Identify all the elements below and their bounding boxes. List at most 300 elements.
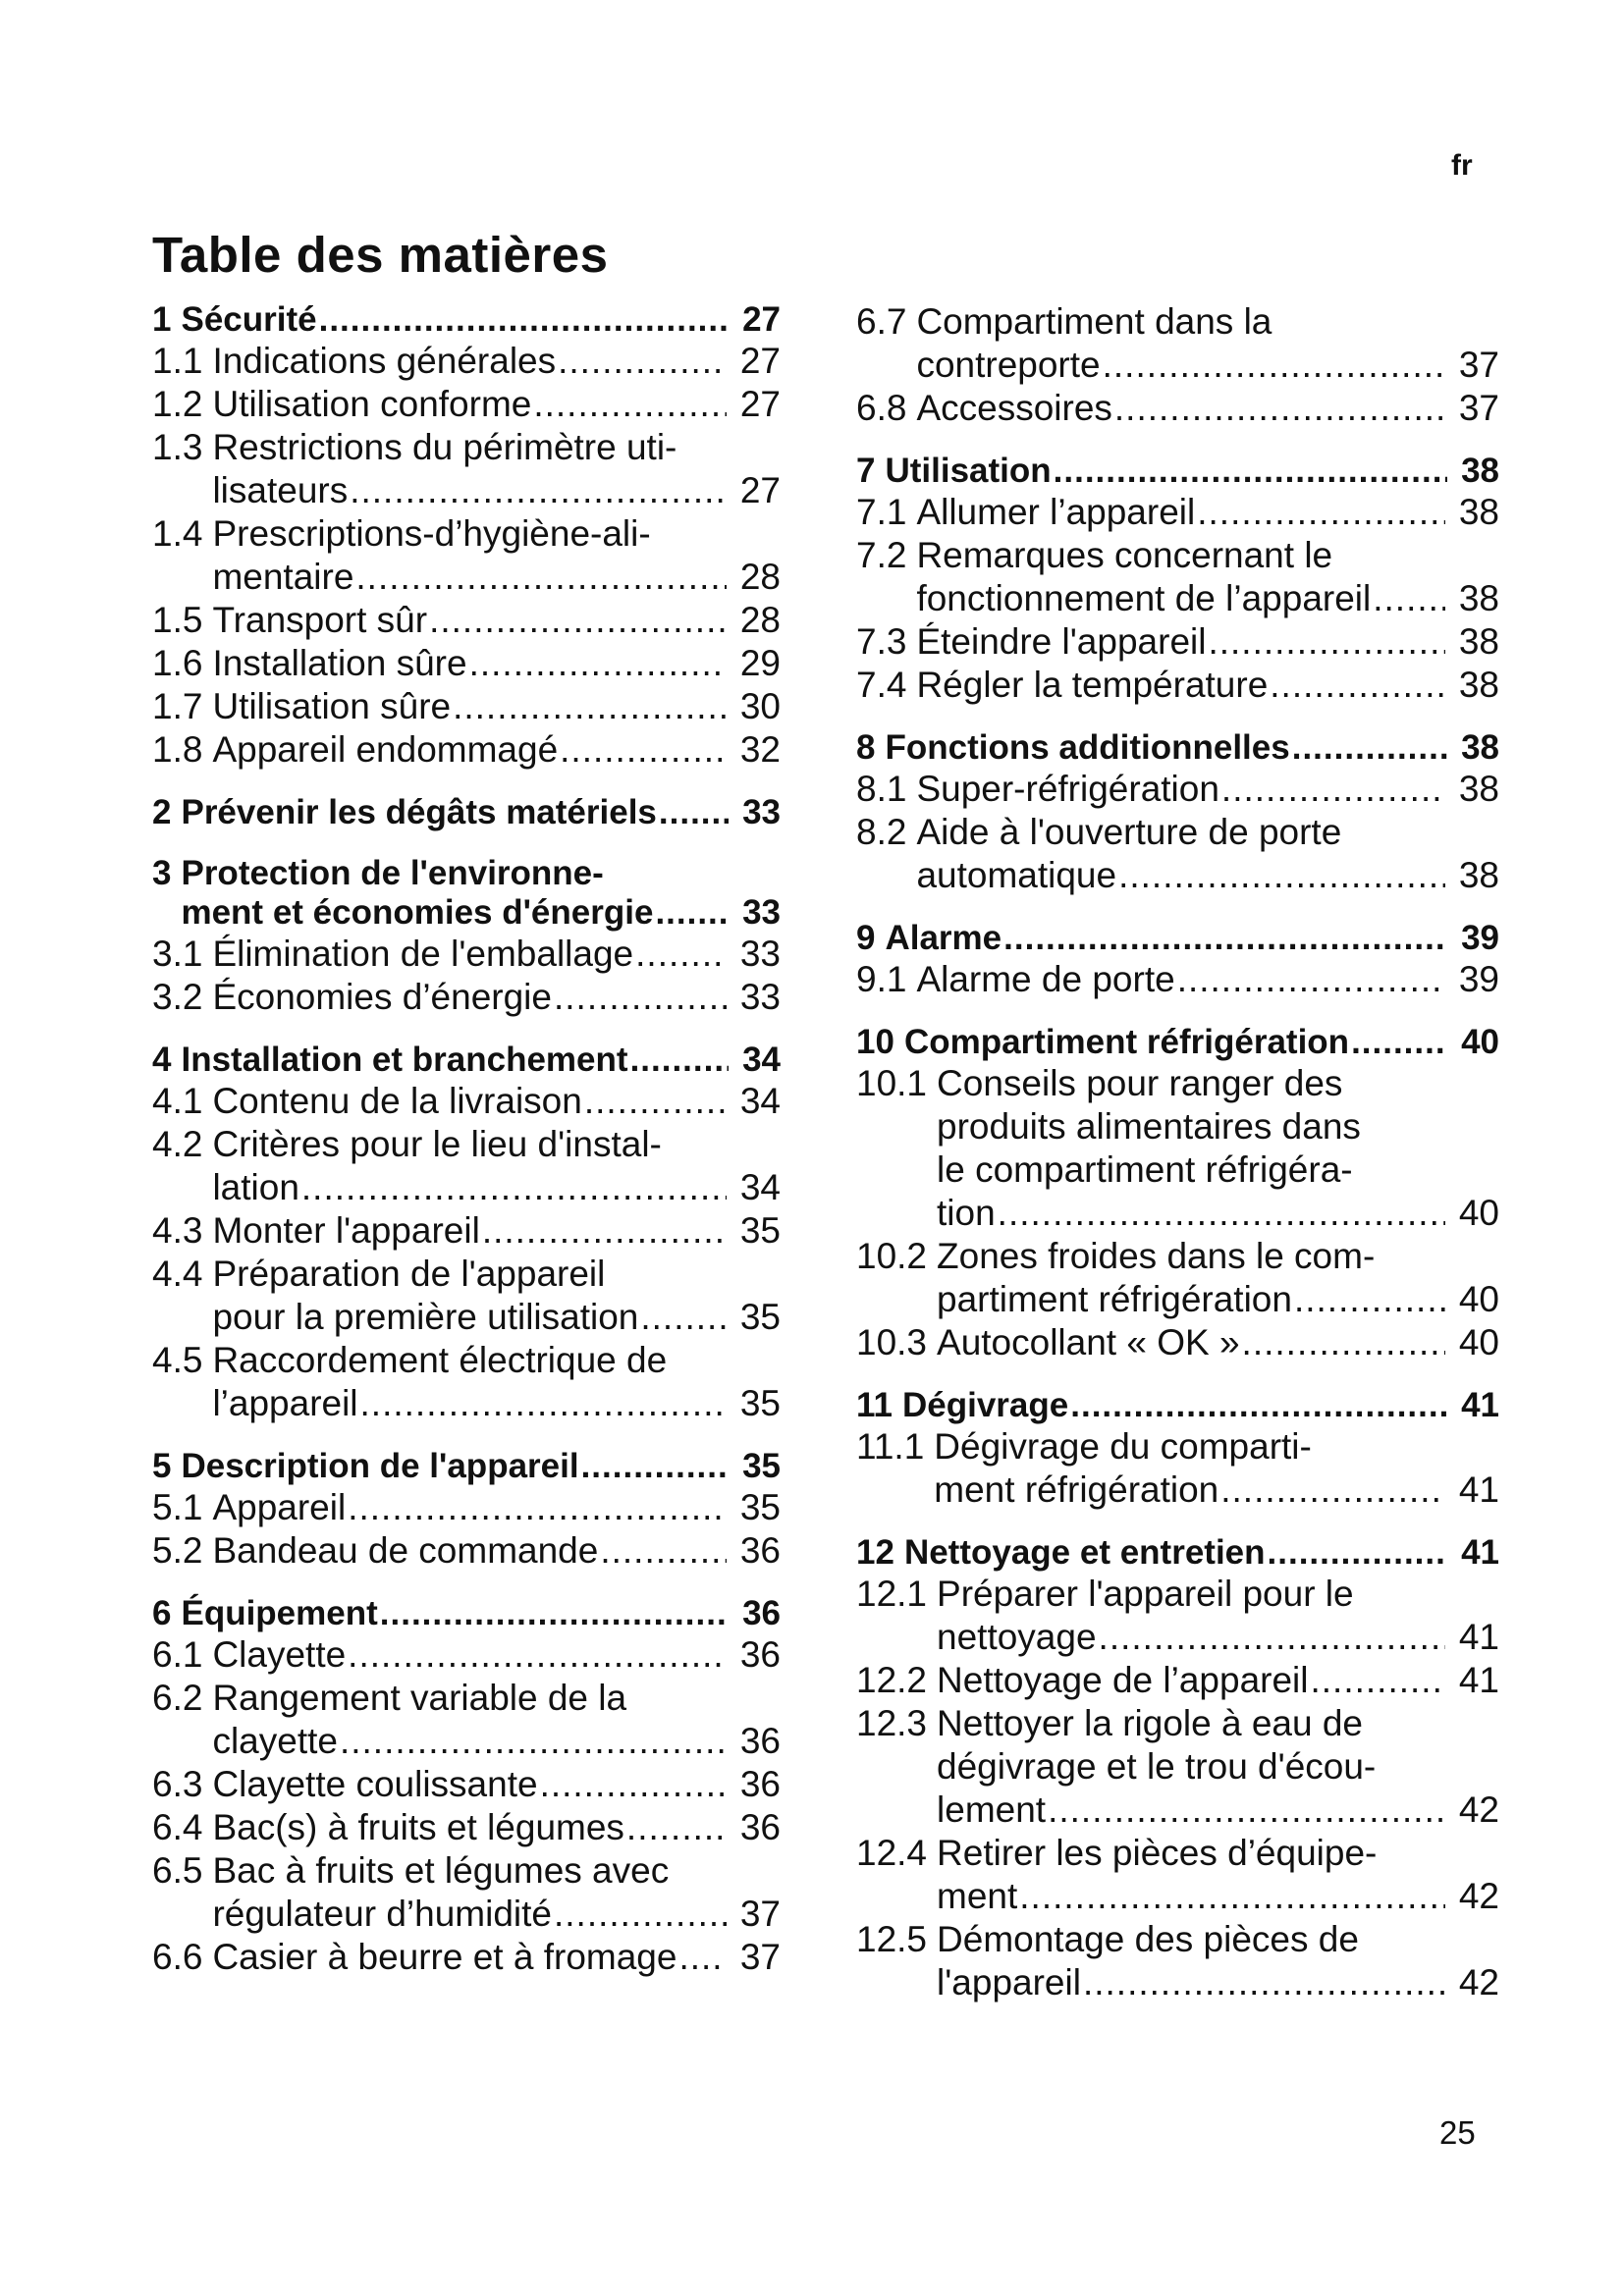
entry-title: [212, 1123, 781, 1209]
entry-title: [181, 1041, 781, 1080]
dot-leader: [998, 1192, 1445, 1235]
entry-number: 6: [152, 1594, 172, 1632]
entry-title: [212, 976, 781, 1019]
toc-column-right: [856, 300, 1499, 2026]
entry-page-number: 33: [742, 793, 781, 831]
toc-subsection-entry[interactable]: [152, 933, 781, 976]
entry-page-number: 38: [1458, 665, 1499, 705]
entry-number: 6.6: [152, 1937, 203, 1977]
toc-section: [856, 1023, 1499, 1364]
entry-title: [904, 1533, 1499, 1573]
toc-subsection-entry[interactable]: [152, 642, 781, 685]
entry-page-number: 40: [1458, 1193, 1499, 1233]
entry-page-number: 41: [1458, 1660, 1499, 1700]
entry-title-line: Préparation de l'appareil: [212, 1254, 606, 1294]
entry-title-line: Remarques concernant le: [916, 535, 1333, 575]
entry-title-line: [181, 1594, 781, 1633]
entry-page-number: 38: [1461, 728, 1499, 767]
entry-number: 8: [856, 728, 876, 767]
entry-title-line: [937, 1192, 1499, 1235]
entry-number: 7: [856, 452, 876, 490]
dot-leader: [319, 300, 729, 340]
dot-leader: [554, 976, 727, 1019]
toc-section: [152, 1594, 781, 1979]
entry-page-number: 28: [739, 557, 781, 597]
entry-title-line: produits alimentaires dans: [937, 1106, 1361, 1147]
entry-page-number: 27: [739, 341, 781, 381]
entry-number: 1.4: [152, 513, 203, 554]
entry-title-line: dégivrage et le trou d'écou-: [937, 1746, 1377, 1787]
dot-leader: [355, 556, 726, 599]
toc-subsection-entry[interactable]: [856, 1573, 1499, 1659]
entry-page-number: 28: [739, 600, 781, 640]
entry-number: 9.1: [856, 959, 907, 999]
entry-number: 4.4: [152, 1254, 203, 1294]
entry-title: [212, 1253, 781, 1339]
entry-page-number: 40: [1458, 1322, 1499, 1362]
toc-subsection-entry[interactable]: [152, 1123, 781, 1209]
entry-page-number: 40: [1458, 1279, 1499, 1319]
entry-title-line: Nettoyer la rigole à eau de: [937, 1703, 1364, 1743]
entry-title-line: [937, 1875, 1499, 1918]
entry-title: [212, 426, 781, 512]
entry-title: [181, 793, 781, 832]
entry-title: [212, 642, 781, 685]
entry-title-text: Nettoyage et entretien: [903, 1533, 1266, 1572]
entry-page-number: 42: [1458, 1876, 1499, 1916]
entry-title-text: Fonctions additionnelles: [885, 728, 1290, 767]
toc-subsection-entry[interactable]: [856, 1702, 1499, 1832]
toc-subsection-entry[interactable]: [152, 1633, 781, 1677]
entry-title-text: Éteindre l'appareil: [916, 621, 1207, 662]
entry-title-text: Appareil endommagé: [212, 729, 559, 770]
entry-title-line: [212, 685, 781, 728]
entry-title-line: [937, 1659, 1499, 1702]
entry-page-number: 39: [1458, 959, 1499, 999]
entry-title-text: mentaire: [212, 557, 354, 597]
entry-page-number: 34: [739, 1167, 781, 1207]
entry-title-text: Description de l'appareil: [181, 1447, 579, 1485]
toc-subsection-entry[interactable]: [152, 512, 781, 599]
dot-leader: [380, 1594, 729, 1633]
entry-number: 1.7: [152, 686, 203, 726]
entry-number: 9: [856, 919, 876, 957]
entry-title: [937, 1832, 1499, 1918]
entry-title: [916, 620, 1499, 664]
entry-number: 3.1: [152, 934, 203, 974]
entry-title: [181, 1594, 781, 1633]
toc-subsection-entry[interactable]: [152, 1080, 781, 1123]
toc-subsection-entry[interactable]: [856, 1321, 1499, 1364]
dot-leader: [581, 1447, 729, 1486]
entry-title-line: [181, 1447, 781, 1486]
entry-title-line: [212, 340, 781, 383]
entry-title: [934, 1425, 1499, 1512]
entry-number: 1.3: [152, 427, 203, 467]
toc-subsection-entry[interactable]: [152, 1253, 781, 1339]
toc-subsection-entry[interactable]: [152, 383, 781, 426]
entry-title: [212, 340, 781, 383]
dot-leader: [1048, 1789, 1445, 1832]
toc-section: [856, 452, 1499, 707]
page-number: 25: [1439, 2114, 1476, 2151]
entry-number: 6.3: [152, 1764, 203, 1804]
entry-title-text: Équipement: [181, 1594, 378, 1632]
entry-title-text: Super-réfrigération: [916, 769, 1219, 809]
entry-title-text: Installation sûre: [212, 643, 467, 683]
toc-subsection-entry[interactable]: [152, 1529, 781, 1573]
entry-number: 12.2: [856, 1660, 928, 1700]
entry-title-line: [937, 1321, 1499, 1364]
dot-leader: [1114, 387, 1445, 430]
entry-title: [916, 664, 1499, 707]
entry-title-line: [916, 854, 1499, 897]
entry-number: 10: [856, 1023, 894, 1061]
entry-title-line: [212, 933, 781, 976]
entry-title-line: [212, 469, 781, 512]
entry-number: 1.5: [152, 600, 203, 640]
entry-number: 1.6: [152, 643, 203, 683]
entry-title-text: ment et économies d'énergie: [181, 893, 654, 932]
dot-leader: [1054, 452, 1447, 491]
toc-subsection-entry[interactable]: [856, 300, 1499, 387]
entry-title-line: [212, 383, 781, 426]
entry-title-text: Bandeau de commande: [212, 1530, 599, 1571]
entry-title-text: Accessoires: [916, 388, 1112, 428]
entry-number: 10.1: [856, 1063, 928, 1103]
entry-title-text: Compartiment réfrigération: [903, 1023, 1350, 1061]
entry-title: [212, 383, 781, 426]
entry-page-number: 36: [739, 1764, 781, 1804]
toc-chapter-entry[interactable]: [152, 300, 781, 340]
toc-subsection-entry[interactable]: [856, 534, 1499, 620]
dot-leader: [1118, 854, 1445, 897]
entry-number: 8.1: [856, 769, 907, 809]
entry-title: [916, 811, 1499, 897]
entry-title-line: [916, 577, 1499, 620]
entry-title-text: Clayette coulissante: [212, 1764, 538, 1804]
entry-number: 7.2: [856, 535, 907, 575]
toc-subsection-entry[interactable]: [152, 1936, 781, 1979]
entry-number: 4.1: [152, 1081, 203, 1121]
entry-title-line: [916, 664, 1499, 707]
entry-title: [916, 491, 1499, 534]
entry-title-line: Démontage des pièces de: [937, 1919, 1359, 1959]
entry-title-text: Alarme: [885, 919, 1002, 957]
toc-subsection-entry[interactable]: [152, 1763, 781, 1806]
entry-title: [937, 1062, 1499, 1235]
dot-leader: [1311, 1659, 1445, 1702]
entry-title-text: lement: [937, 1789, 1047, 1830]
entry-number: 4.3: [152, 1210, 203, 1251]
entry-title-line: [937, 1616, 1499, 1659]
entry-title: [885, 919, 1499, 958]
entry-title-line: Critères pour le lieu d'instal-: [212, 1124, 662, 1164]
entry-page-number: 38: [1458, 855, 1499, 895]
entry-title-line: Bac à fruits et légumes avec: [212, 1850, 670, 1891]
entry-page-number: 35: [742, 1447, 781, 1485]
toc-chapter-entry[interactable]: [856, 1386, 1499, 1425]
entry-title-line: [885, 728, 1499, 768]
entry-title: [916, 534, 1499, 620]
entry-title-line: [937, 1789, 1499, 1832]
dot-leader: [429, 599, 727, 642]
toc-subsection-entry[interactable]: [152, 1849, 781, 1936]
entry-page-number: 41: [1458, 1469, 1499, 1510]
toc-subsection-entry[interactable]: [152, 1677, 781, 1763]
entry-title: [181, 300, 781, 340]
entry-title-text: Indications générales: [212, 341, 557, 381]
entry-title: [885, 728, 1499, 768]
entry-title: [212, 685, 781, 728]
entry-number: 5: [152, 1447, 172, 1485]
dot-leader: [533, 383, 727, 426]
entry-title-line: [212, 976, 781, 1019]
entry-title-text: régulateur d’humidité: [212, 1894, 552, 1934]
toc-chapter-entry[interactable]: [152, 854, 781, 933]
entry-title: [212, 1806, 781, 1849]
dot-leader: [1208, 620, 1444, 664]
entry-page-number: 34: [739, 1081, 781, 1121]
toc-subsection-entry[interactable]: [856, 1918, 1499, 2004]
entry-title: [916, 768, 1499, 811]
entry-number: 6.8: [856, 388, 907, 428]
entry-title-text: automatique: [916, 855, 1117, 895]
entry-page-number: 37: [1458, 388, 1499, 428]
dot-leader: [1268, 1533, 1448, 1573]
toc-section: [856, 919, 1499, 1001]
entry-title-text: Bac(s) à fruits et légumes: [212, 1807, 624, 1847]
entry-page-number: 35: [739, 1383, 781, 1423]
entry-number: 6.4: [152, 1807, 203, 1847]
entry-title-line: [212, 1763, 781, 1806]
entry-number: 1.2: [152, 384, 203, 424]
entry-title-text: Contenu de la livraison: [212, 1081, 582, 1121]
entry-number: 8.2: [856, 812, 907, 852]
entry-number: 5.2: [152, 1530, 203, 1571]
entry-page-number: 41: [1461, 1386, 1499, 1424]
entry-title-text: fonctionnement de l’appareil: [916, 578, 1372, 618]
toc-subsection-entry[interactable]: [152, 599, 781, 642]
toc-subsection-entry[interactable]: [152, 685, 781, 728]
entry-title-text: Régler la température: [916, 665, 1269, 705]
entry-page-number: 38: [1458, 578, 1499, 618]
entry-title: [212, 1849, 781, 1936]
entry-title-line: [885, 452, 1499, 491]
entry-title-line: [212, 1633, 781, 1677]
toc-subsection-entry[interactable]: [856, 1659, 1499, 1702]
entry-number: 12.5: [856, 1919, 928, 1959]
entry-number: 1: [152, 300, 172, 339]
entry-title-text: l'appareil: [937, 1962, 1081, 2002]
entry-page-number: 37: [739, 1937, 781, 1977]
entry-page-number: 36: [739, 1721, 781, 1761]
toc-chapter-entry[interactable]: [152, 1041, 781, 1080]
entry-title-line: [212, 1080, 781, 1123]
toc-section: [152, 854, 781, 1019]
dot-leader: [1083, 1961, 1445, 2004]
toc-chapter-entry[interactable]: [856, 1533, 1499, 1573]
entry-title: [212, 1529, 781, 1573]
entry-title-line: [181, 1041, 781, 1080]
dot-leader: [659, 793, 729, 832]
toc-subsection-entry[interactable]: [152, 1806, 781, 1849]
toc-subsection-entry[interactable]: [152, 728, 781, 772]
toc-chapter-entry[interactable]: [856, 728, 1499, 768]
toc-subsection-entry[interactable]: [152, 1339, 781, 1425]
entry-page-number: 38: [1458, 769, 1499, 809]
entry-title-line: [937, 1961, 1499, 2004]
entry-title-line: [916, 768, 1499, 811]
entry-number: 4: [152, 1041, 172, 1079]
toc-subsection-entry[interactable]: [856, 387, 1499, 430]
entry-number: 5.1: [152, 1487, 203, 1527]
toc-subsection-entry[interactable]: [856, 620, 1499, 664]
entry-title-line: [885, 919, 1499, 958]
entry-title: [885, 452, 1499, 491]
dot-leader: [678, 1936, 726, 1979]
dot-leader: [1292, 728, 1447, 768]
entry-page-number: 30: [739, 686, 781, 726]
entry-page-number: 36: [739, 1530, 781, 1571]
entry-page-number: 41: [1461, 1533, 1499, 1572]
entry-title-line: [916, 620, 1499, 664]
entry-title-text: Économies d’énergie: [212, 977, 552, 1017]
dot-leader: [1177, 958, 1445, 1001]
dot-leader: [600, 1529, 727, 1573]
entry-title-line: [212, 642, 781, 685]
entry-title-text: Monter l'appareil: [212, 1210, 480, 1251]
toc-chapter-entry[interactable]: [152, 793, 781, 832]
entry-page-number: 38: [1461, 452, 1499, 490]
entry-title-line: Prescriptions-d’hygiène-ali-: [212, 513, 651, 554]
entry-title-line: [212, 599, 781, 642]
entry-number: 3.2: [152, 977, 203, 1017]
entry-title-text: nettoyage: [937, 1617, 1097, 1657]
entry-title-line: [916, 491, 1499, 534]
dot-leader: [554, 1893, 727, 1936]
toc-subsection-entry[interactable]: [856, 664, 1499, 707]
dot-leader: [626, 1806, 727, 1849]
entry-title-line: Dégivrage du comparti-: [934, 1426, 1312, 1467]
entry-number: 10.3: [856, 1322, 928, 1362]
entry-title-text: Élimination de l'emballage: [212, 934, 634, 974]
toc-subsection-entry[interactable]: [856, 1235, 1499, 1321]
entry-title: [212, 1080, 781, 1123]
entry-title: [212, 1677, 781, 1763]
toc-subsection-entry[interactable]: [152, 340, 781, 383]
entry-title-text: lation: [212, 1167, 299, 1207]
entry-page-number: 34: [742, 1041, 781, 1079]
entry-title-text: Allumer l’appareil: [916, 492, 1196, 532]
entry-title-line: [904, 1023, 1499, 1062]
entry-number: 11.1: [856, 1426, 925, 1467]
page-title: Table des matières: [152, 227, 609, 283]
entry-title-line: [212, 556, 781, 599]
entry-title-line: [181, 300, 781, 340]
entry-title: [212, 1633, 781, 1677]
entry-page-number: 35: [739, 1487, 781, 1527]
entry-page-number: 27: [739, 470, 781, 510]
entry-title-text: ment réfrigération: [934, 1469, 1219, 1510]
entry-title: [212, 1486, 781, 1529]
toc-subsection-entry[interactable]: [856, 768, 1499, 811]
entry-page-number: 38: [1458, 621, 1499, 662]
toc-subsection-entry[interactable]: [856, 1425, 1499, 1512]
entry-title-line: Conseils pour ranger des: [937, 1063, 1343, 1103]
entry-title-line: Retirer les pièces d’équipe-: [937, 1833, 1378, 1873]
entry-title-text: Dégivrage: [902, 1386, 1069, 1424]
entry-page-number: 29: [739, 643, 781, 683]
toc-subsection-entry[interactable]: [856, 491, 1499, 534]
toc-section: [152, 300, 781, 772]
entry-number: 7.1: [856, 492, 907, 532]
entry-title-line: [916, 344, 1499, 387]
entry-number: 7.4: [856, 665, 907, 705]
entry-number: 4.5: [152, 1340, 203, 1380]
entry-title: [212, 728, 781, 772]
entry-title-line: [902, 1386, 1499, 1425]
dot-leader: [1242, 1321, 1445, 1364]
dot-leader: [301, 1166, 727, 1209]
entry-page-number: 38: [1458, 492, 1499, 532]
entry-number: 7.3: [856, 621, 907, 662]
entry-number: 6.7: [856, 301, 907, 342]
toc-subsection-entry[interactable]: [856, 1062, 1499, 1235]
entry-number: 1.8: [152, 729, 203, 770]
toc-section: [856, 1386, 1499, 1512]
dot-leader: [348, 1486, 727, 1529]
entry-page-number: 33: [739, 977, 781, 1017]
toc-chapter-entry[interactable]: [152, 1594, 781, 1633]
entry-title-line: [212, 1486, 781, 1529]
toc-subsection-entry[interactable]: [856, 1832, 1499, 1918]
entry-title: [212, 599, 781, 642]
entry-page-number: 42: [1458, 1962, 1499, 2002]
entry-title-line: [181, 793, 781, 832]
entry-title-text: Alarme de porte: [916, 959, 1175, 999]
dot-leader: [469, 642, 727, 685]
toc-chapter-entry[interactable]: [856, 1023, 1499, 1062]
dot-leader: [340, 1720, 727, 1763]
toc-subsection-entry[interactable]: [856, 958, 1499, 1001]
entry-title-text: clayette: [212, 1721, 338, 1761]
toc-subsection-entry[interactable]: [856, 811, 1499, 897]
entry-title-text: Utilisation: [885, 452, 1052, 490]
toc-section: [856, 728, 1499, 897]
dot-leader: [1294, 1278, 1445, 1321]
dot-leader: [482, 1209, 727, 1253]
entry-title: [937, 1659, 1499, 1702]
toc-section: [856, 1533, 1499, 2004]
toc-subsection-entry[interactable]: [152, 426, 781, 512]
toc-subsection-entry[interactable]: [152, 1209, 781, 1253]
toc-chapter-entry[interactable]: [152, 1447, 781, 1486]
entry-title: [181, 854, 781, 933]
toc-subsection-entry[interactable]: [152, 1486, 781, 1529]
entry-number: 12: [856, 1533, 894, 1572]
entry-number: 6.1: [152, 1634, 203, 1675]
entry-title: [937, 1918, 1499, 2004]
entry-title: [916, 958, 1499, 1001]
dot-leader: [1197, 491, 1445, 534]
toc-subsection-entry[interactable]: [152, 976, 781, 1019]
toc-chapter-entry[interactable]: [856, 919, 1499, 958]
dot-leader: [560, 728, 727, 772]
entry-number: 2: [152, 793, 172, 831]
entry-page-number: 35: [739, 1210, 781, 1251]
toc-chapter-entry[interactable]: [856, 452, 1499, 491]
